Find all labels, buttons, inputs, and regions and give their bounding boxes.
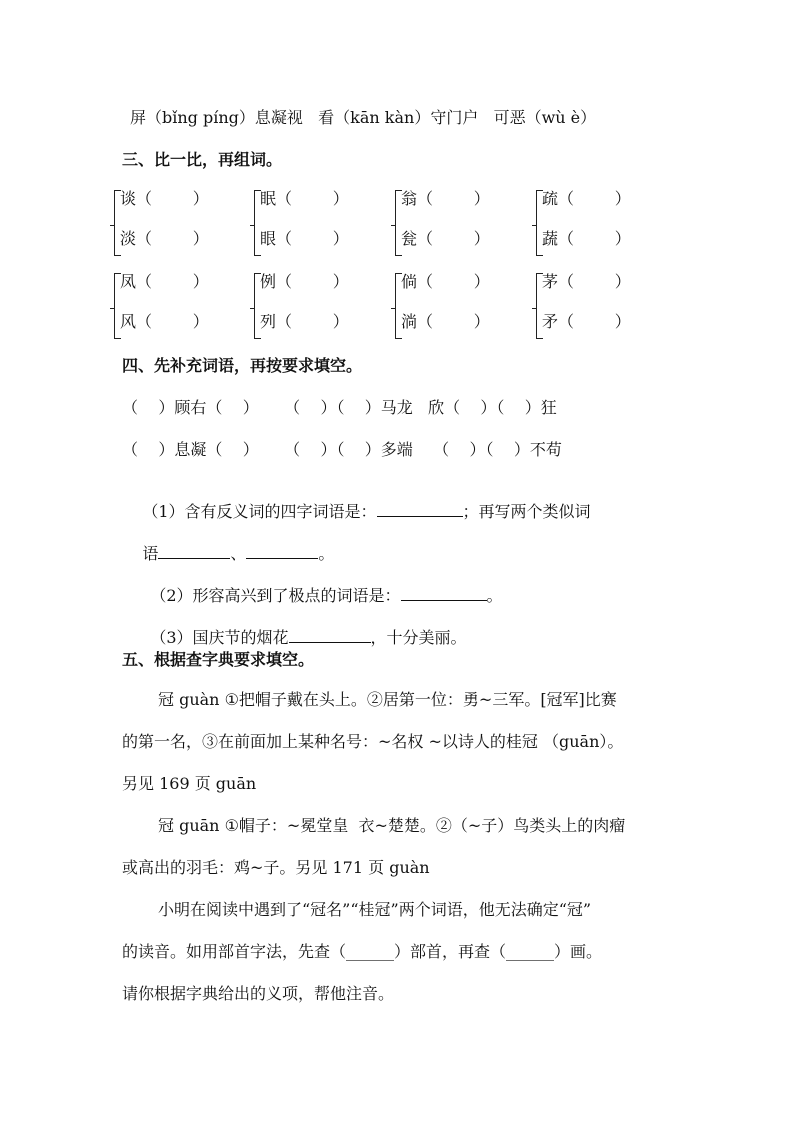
question-3-text-b: ，十分美丽。 (370, 628, 467, 647)
question-2-text-b: 。 (486, 586, 503, 605)
compare-pair-7 (395, 269, 505, 339)
bracket-tick (391, 225, 396, 226)
bracket-tick (250, 225, 255, 226)
bracket-tick (532, 308, 537, 309)
question-1-text-c: 语 (142, 544, 159, 563)
bracket-tick (110, 308, 115, 309)
question-1-text-d: 、 (230, 544, 247, 563)
compare-item[interactable]: 疏（ ） (542, 189, 631, 208)
compare-item[interactable]: 例（ ） (260, 272, 349, 291)
compare-item[interactable]: 翁（ ） (401, 189, 490, 208)
compare-pair-8 (536, 269, 646, 339)
answer-blank[interactable] (401, 586, 487, 601)
question-1-text-b: ；再写两个类似词 (462, 502, 591, 521)
section-3-title: 三、比一比，再组词。 (122, 150, 283, 169)
question-3-text: （3）国庆节的烟花 (150, 628, 289, 647)
compare-item[interactable]: 淌（ ） (401, 312, 490, 331)
compare-item[interactable]: 茅（ ） (542, 272, 631, 291)
answer-blank[interactable] (246, 544, 318, 559)
compare-pair-2 (254, 186, 364, 256)
compare-item[interactable]: 蔬（ ） (542, 229, 631, 248)
question-1-text: （1）含有反义词的四字词语是： (142, 502, 377, 521)
answer-blank[interactable] (289, 628, 371, 643)
section-4-title: 四、先补充词语，再按要求填空。 (122, 356, 363, 375)
section-5-title: 五、根据查字典要求填空。 (122, 650, 315, 669)
compare-pair-4 (536, 186, 646, 256)
answer-blank[interactable] (158, 544, 230, 559)
idiom-fill-row-1[interactable]: （ ）顾右（ ） （ ）（ ）马龙 欣（ ）（ ）狂 (122, 398, 557, 417)
pinyin-choice-line: 屏（bǐng píng）息凝视 看（kān kàn）守门户 可恶（wù è） (130, 108, 597, 127)
idiom-fill-row-2[interactable]: （ ）息凝（ ） （ ）（ ）多端 （ ）（ ）不苟 (122, 440, 562, 459)
dictionary-entry-2-line-1: 冠 guān ①帽子：~冕堂皇 衣~楚楚。②（~子）鸟类头上的肉瘤 (158, 816, 626, 835)
compare-item[interactable]: 列（ ） (260, 312, 349, 331)
compare-item[interactable]: 倘（ ） (401, 272, 490, 291)
compare-item[interactable]: 眠（ ） (260, 189, 349, 208)
dictionary-entry-1-line-1: 冠 guàn ①把帽子戴在头上。②居第一位：勇~三军。[冠军]比赛 (158, 690, 617, 709)
compare-item[interactable]: 风（ ） (120, 312, 209, 331)
compare-pair-6 (254, 269, 364, 339)
dictionary-entry-1-line-3: 另见 169 页 guān (122, 774, 257, 793)
paragraph-line-1: 小明在阅读中遇到了“冠名”“桂冠”两个词语，他无法确定“冠” (158, 900, 592, 919)
compare-pair-1 (114, 186, 224, 256)
compare-pair-3 (395, 186, 505, 256)
bracket-tick (532, 225, 537, 226)
compare-item[interactable]: 谈（ ） (120, 189, 209, 208)
bracket-tick (250, 308, 255, 309)
dictionary-entry-2-line-2: 或高出的羽毛：鸡~子。另见 171 页 guàn (122, 858, 430, 877)
question-2-text: （2）形容高兴到了极点的词语是： (150, 586, 401, 605)
bracket-tick (110, 225, 115, 226)
compare-item[interactable]: 矛（ ） (542, 312, 631, 331)
compare-pair-5 (114, 269, 224, 339)
paragraph-line-2[interactable]: 的读音。如用部首字法，先查（______）部首，再查（______）画。 (122, 942, 603, 961)
bracket-tick (391, 308, 396, 309)
compare-item[interactable]: 眼（ ） (260, 229, 349, 248)
compare-item[interactable]: 淡（ ） (120, 229, 209, 248)
paragraph-line-3: 请你根据字典给出的义项，帮他注音。 (122, 984, 395, 1003)
compare-item[interactable]: 瓮（ ） (401, 229, 490, 248)
compare-item[interactable]: 凤（ ） (120, 272, 209, 291)
question-1-text-e: 。 (318, 544, 335, 563)
answer-blank[interactable] (377, 502, 463, 517)
dictionary-entry-1-line-2: 的第一名，③在前面加上某种名号：~名权 ~以诗人的桂冠 （guān）。 (122, 732, 624, 751)
